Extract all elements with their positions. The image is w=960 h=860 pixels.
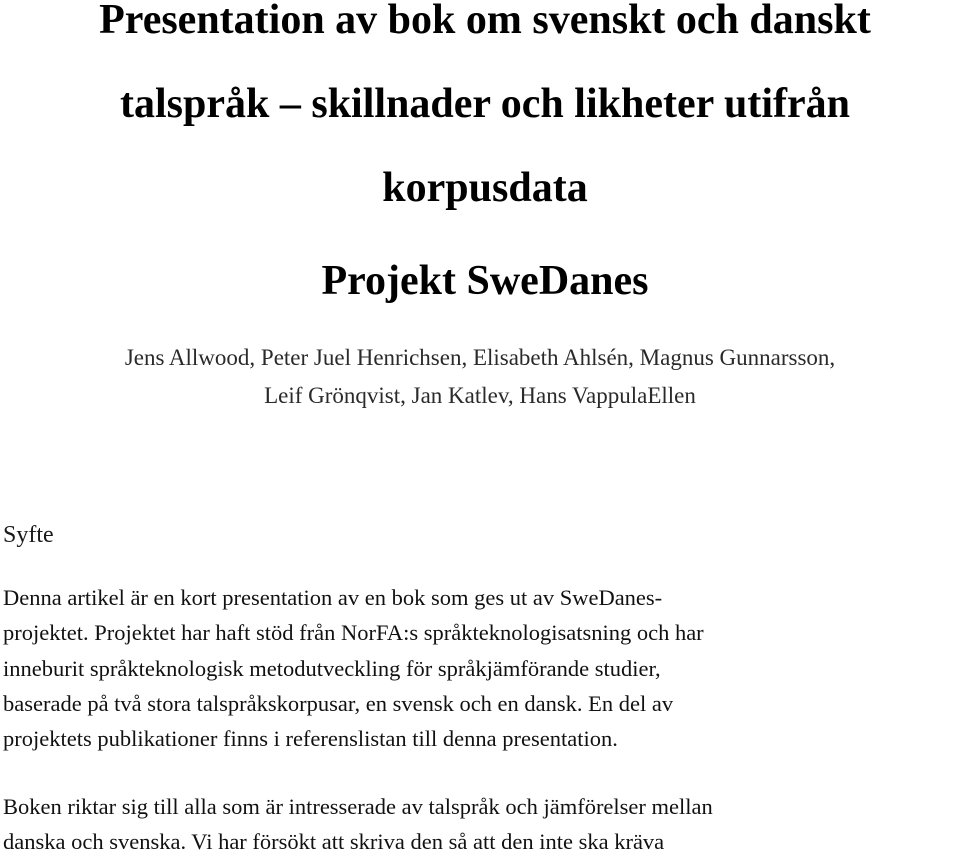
paragraph-1-line: inneburit språkteknologisk metodutveckling för språkjämförande studier, — [3, 655, 661, 681]
paragraph-2-line: Boken riktar sig till alla som är intresserade av talspråk och jämförelser mellan — [3, 794, 713, 819]
paragraph-2-line: danska och svenska. Vi har försökt att skriva den så att den inte ska kräva — [3, 829, 665, 855]
title-line-3: korpusdata — [382, 165, 588, 211]
paragraph-1-line: baserade på två stora talspråkskorpusar, en svensk och en dansk. En del av — [3, 690, 674, 716]
body-paragraph-2 — [3, 789, 960, 860]
title-line-1: Presentation av bok om svenskt och danskt — [99, 0, 871, 43]
section-heading: Syfte — [3, 522, 54, 548]
authors-line-2: Leif Grönqvist, Jan Katlev, Hans VappulaEllen — [264, 383, 696, 408]
paragraph-1-line: Denna artikel är en kort presentation av en bok som ges ut av SweDanes- — [3, 585, 663, 610]
document-title — [0, 0, 960, 230]
body-paragraph-1 — [3, 580, 960, 756]
author-list — [0, 339, 960, 415]
paragraph-1-line: projektet. Projektet har haft stöd från NorFA:s språkteknologisatsning och har — [3, 620, 704, 646]
paragraph-1-line: projektets publikationer finns i referenslistan till denna presentation. — [3, 726, 618, 752]
project-name: Projekt SweDanes — [321, 258, 649, 304]
title-line-2: talspråk – skillnader och likheter utifrån — [119, 81, 851, 127]
authors-line-1: Jens Allwood, Peter Juel Henrichsen, Elisabeth Ahlsén, Magnus Gunnarsson, — [124, 345, 836, 370]
